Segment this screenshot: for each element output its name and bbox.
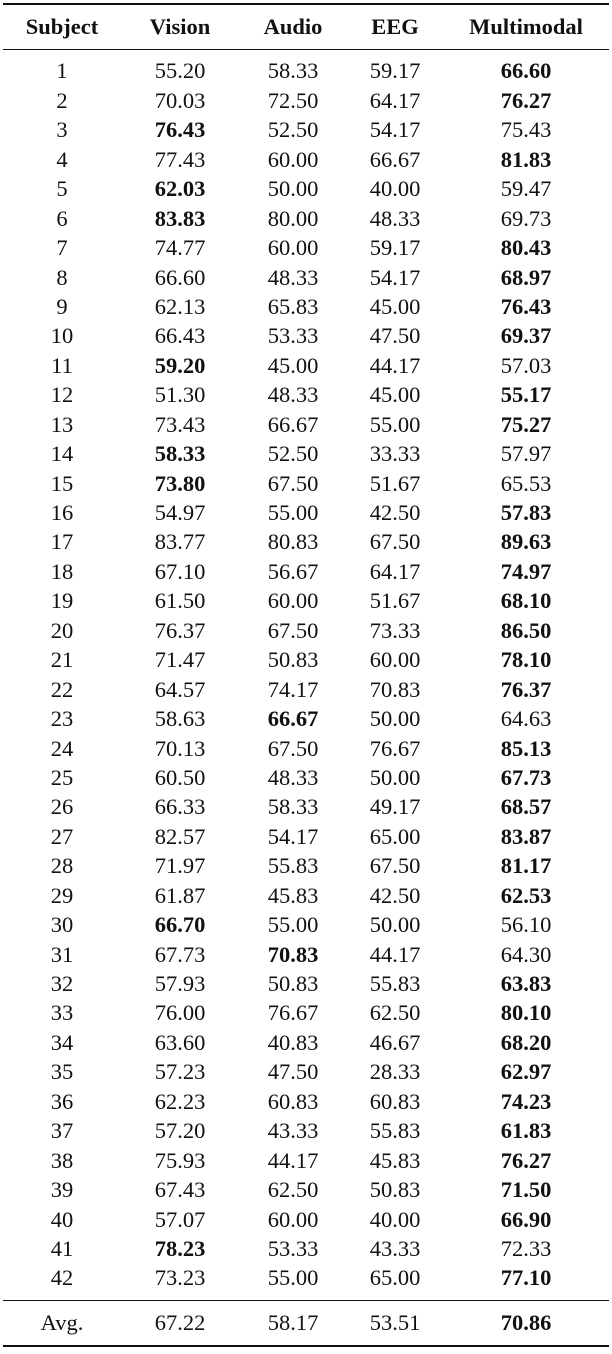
cell-subject: 11 <box>51 352 73 378</box>
cell-audio: 60.00 <box>267 588 319 614</box>
cell-audio: 62.50 <box>267 1177 319 1203</box>
header-audio: Audio <box>263 13 323 39</box>
cell-subject: 19 <box>50 588 74 614</box>
table-row <box>3 1176 609 1205</box>
cell-multimodal: 85.13 <box>500 735 552 761</box>
cell-eeg: 33.33 <box>369 441 421 467</box>
cell-eeg: 50.00 <box>369 764 421 790</box>
cell-multimodal: 71.50 <box>500 1177 552 1203</box>
cell-subject: 8 <box>56 264 68 290</box>
cell-multimodal: 80.43 <box>500 235 552 261</box>
cell-subject: 10 <box>50 323 74 349</box>
cell-eeg: 54.17 <box>369 264 421 290</box>
cell-eeg: 51.67 <box>369 470 421 496</box>
cell-subject: 20 <box>50 617 74 643</box>
cell-subject: 7 <box>56 235 68 261</box>
cell-subject: 5 <box>56 176 68 202</box>
cell-multimodal: 57.83 <box>500 500 552 526</box>
cell-eeg: 45.83 <box>369 1147 421 1173</box>
cell-multimodal: 56.10 <box>500 912 552 938</box>
cell-eeg: 59.17 <box>369 235 421 261</box>
table-row <box>3 646 609 675</box>
table-row <box>3 440 609 469</box>
cell-subject: 23 <box>50 706 74 732</box>
cell-vision: 61.87 <box>154 882 206 908</box>
average-row <box>3 1301 609 1345</box>
cell-vision: 76.37 <box>154 617 206 643</box>
cell-multimodal: 76.37 <box>500 676 552 702</box>
cell-subject: 27 <box>50 823 74 849</box>
table-row <box>3 499 609 528</box>
header-multimodal: Multimodal <box>469 13 583 39</box>
cell-eeg: 66.67 <box>369 146 421 172</box>
results-table <box>3 3 609 1347</box>
cell-eeg: 42.50 <box>369 500 421 526</box>
table-row <box>3 911 609 940</box>
cell-multimodal: 80.10 <box>500 1000 552 1026</box>
cell-eeg: 64.17 <box>369 87 421 113</box>
cell-audio: 50.00 <box>267 176 319 202</box>
cell-subject: 3 <box>56 117 68 143</box>
cell-eeg: 64.17 <box>369 558 421 584</box>
table-row <box>3 734 609 763</box>
table-row <box>3 1028 609 1057</box>
cell-multimodal: 89.63 <box>500 529 552 555</box>
table-body <box>3 50 609 1300</box>
cell-subject: 41 <box>50 1235 74 1261</box>
cell-audio: 55.00 <box>267 1265 319 1291</box>
cell-eeg: 45.00 <box>369 382 421 408</box>
cell-vision: 75.93 <box>154 1147 206 1173</box>
cell-multimodal: 81.83 <box>500 146 552 172</box>
cell-subject: 17 <box>50 529 74 555</box>
cell-eeg: 50.83 <box>369 1177 421 1203</box>
table-row <box>3 116 609 145</box>
cell-subject: 31 <box>50 941 74 967</box>
cell-audio: 50.83 <box>267 647 319 673</box>
cell-audio: 55.00 <box>267 912 319 938</box>
cell-eeg: 62.50 <box>369 1000 421 1026</box>
cell-subject: 24 <box>50 735 74 761</box>
cell-subject: 13 <box>50 411 74 437</box>
cell-multimodal: 65.53 <box>500 470 552 496</box>
cell-audio: 45.83 <box>267 882 319 908</box>
cell-audio: 80.83 <box>267 529 319 555</box>
cell-vision: 73.23 <box>154 1265 206 1291</box>
cell-vision: 61.50 <box>154 588 206 614</box>
cell-vision: 55.20 <box>154 58 206 84</box>
cell-multimodal: 69.37 <box>500 323 552 349</box>
table-row <box>3 822 609 851</box>
table-row <box>3 557 609 586</box>
cell-eeg: 46.67 <box>369 1029 421 1055</box>
cell-vision: 78.23 <box>154 1235 206 1261</box>
cell-audio: 67.50 <box>267 617 319 643</box>
cell-audio: 50.83 <box>267 971 319 997</box>
cell-multimodal: 68.20 <box>500 1029 552 1055</box>
cell-vision: 70.13 <box>154 735 206 761</box>
cell-subject: 6 <box>56 205 68 231</box>
cell-subject: 32 <box>50 971 74 997</box>
cell-subject: 29 <box>50 882 74 908</box>
cell-multimodal: 76.27 <box>500 1147 552 1173</box>
cell-vision: 83.77 <box>154 529 206 555</box>
cell-eeg: 42.50 <box>369 882 421 908</box>
cell-audio: 65.83 <box>267 293 319 319</box>
cell-subject: 9 <box>56 293 68 319</box>
cell-audio: 58.33 <box>267 58 319 84</box>
cell-vision: 66.70 <box>154 912 206 938</box>
cell-eeg: 47.50 <box>369 323 421 349</box>
cell-vision: 70.03 <box>154 87 206 113</box>
cell-subject: 12 <box>50 382 74 408</box>
cell-subject: 15 <box>50 470 74 496</box>
table-row <box>3 852 609 881</box>
cell-subject: 16 <box>50 500 74 526</box>
cell-multimodal: 69.73 <box>500 205 552 231</box>
cell-subject: 28 <box>50 853 74 879</box>
cell-multimodal: 62.97 <box>500 1059 552 1085</box>
table-row <box>3 675 609 704</box>
cell-multimodal: 86.50 <box>500 617 552 643</box>
cell-eeg: 48.33 <box>369 205 421 231</box>
cell-audio: 48.33 <box>267 382 319 408</box>
cell-multimodal: 72.33 <box>500 1235 552 1261</box>
cell-vision: 71.47 <box>154 647 206 673</box>
cell-audio: 47.50 <box>267 1059 319 1085</box>
cell-subject: 22 <box>50 676 74 702</box>
cell-vision: 57.07 <box>154 1206 206 1232</box>
cell-audio: 54.17 <box>267 823 319 849</box>
cell-eeg: 44.17 <box>369 352 421 378</box>
cell-eeg: 49.17 <box>369 794 421 820</box>
cell-multimodal: 62.53 <box>500 882 552 908</box>
cell-audio: 67.50 <box>267 470 319 496</box>
table-row <box>3 234 609 263</box>
average-audio: 58.17 <box>267 1310 319 1336</box>
cell-multimodal: 66.90 <box>500 1206 552 1232</box>
cell-eeg: 65.00 <box>369 823 421 849</box>
cell-vision: 67.73 <box>154 941 206 967</box>
cell-audio: 66.67 <box>267 706 319 732</box>
table-row <box>3 970 609 999</box>
table-row <box>3 793 609 822</box>
cell-vision: 66.60 <box>154 264 206 290</box>
table-row <box>3 1235 609 1264</box>
cell-eeg: 76.67 <box>369 735 421 761</box>
cell-vision: 54.97 <box>154 500 206 526</box>
cell-audio: 60.83 <box>267 1088 319 1114</box>
cell-eeg: 28.33 <box>369 1059 421 1085</box>
cell-eeg: 73.33 <box>369 617 421 643</box>
cell-audio: 80.00 <box>267 205 319 231</box>
cell-multimodal: 76.43 <box>500 293 552 319</box>
cell-vision: 58.63 <box>154 706 206 732</box>
cell-multimodal: 76.27 <box>500 87 552 113</box>
cell-audio: 52.50 <box>267 117 319 143</box>
cell-eeg: 50.00 <box>369 912 421 938</box>
cell-audio: 40.83 <box>267 1029 319 1055</box>
cell-eeg: 54.17 <box>369 117 421 143</box>
cell-subject: 40 <box>50 1206 74 1232</box>
cell-audio: 74.17 <box>267 676 319 702</box>
cell-audio: 55.00 <box>267 500 319 526</box>
cell-vision: 77.43 <box>154 146 206 172</box>
table-row <box>3 204 609 233</box>
table-row <box>3 1117 609 1146</box>
cell-eeg: 55.83 <box>369 971 421 997</box>
cell-multimodal: 64.30 <box>500 941 552 967</box>
cell-vision: 82.57 <box>154 823 206 849</box>
cell-subject: 26 <box>50 794 74 820</box>
cell-vision: 63.60 <box>154 1029 206 1055</box>
cell-multimodal: 74.23 <box>500 1088 552 1114</box>
table-row <box>3 57 609 86</box>
cell-subject: 21 <box>50 647 74 673</box>
cell-subject: 38 <box>50 1147 74 1173</box>
cell-audio: 58.33 <box>267 794 319 820</box>
table-row <box>3 881 609 910</box>
table-row <box>3 940 609 969</box>
cell-vision: 83.83 <box>154 205 206 231</box>
table-row <box>3 999 609 1028</box>
average-vision: 67.22 <box>154 1310 206 1336</box>
cell-subject: 39 <box>50 1177 74 1203</box>
cell-eeg: 70.83 <box>369 676 421 702</box>
cell-vision: 73.80 <box>154 470 206 496</box>
cell-eeg: 60.83 <box>369 1088 421 1114</box>
average-multimodal: 70.86 <box>500 1310 552 1336</box>
table-row <box>3 705 609 734</box>
table-row <box>3 1087 609 1116</box>
cell-audio: 55.83 <box>267 853 319 879</box>
cell-subject: 25 <box>50 764 74 790</box>
cell-vision: 66.43 <box>154 323 206 349</box>
cell-vision: 62.23 <box>154 1088 206 1114</box>
cell-subject: 33 <box>50 1000 74 1026</box>
cell-subject: 30 <box>50 912 74 938</box>
cell-audio: 48.33 <box>267 264 319 290</box>
cell-subject: 42 <box>50 1265 74 1291</box>
cell-multimodal: 75.43 <box>500 117 552 143</box>
cell-eeg: 67.50 <box>369 529 421 555</box>
table-row <box>3 528 609 557</box>
cell-audio: 70.83 <box>267 941 319 967</box>
cell-subject: 37 <box>50 1118 74 1144</box>
header-eeg: EEG <box>371 13 419 39</box>
cell-multimodal: 75.27 <box>500 411 552 437</box>
cell-vision: 71.97 <box>154 853 206 879</box>
cell-subject: 18 <box>50 558 74 584</box>
cell-eeg: 50.00 <box>369 706 421 732</box>
cell-audio: 67.50 <box>267 735 319 761</box>
cell-multimodal: 83.87 <box>500 823 552 849</box>
cell-audio: 44.17 <box>267 1147 319 1173</box>
cell-vision: 74.77 <box>154 235 206 261</box>
cell-audio: 48.33 <box>267 764 319 790</box>
table-row <box>3 616 609 645</box>
cell-vision: 58.33 <box>154 441 206 467</box>
table-row <box>3 410 609 439</box>
cell-multimodal: 59.47 <box>500 176 552 202</box>
cell-eeg: 55.83 <box>369 1118 421 1144</box>
cell-eeg: 60.00 <box>369 647 421 673</box>
cell-subject: 35 <box>50 1059 74 1085</box>
cell-audio: 60.00 <box>267 146 319 172</box>
cell-multimodal: 78.10 <box>500 647 552 673</box>
cell-multimodal: 68.57 <box>500 794 552 820</box>
cell-vision: 60.50 <box>154 764 206 790</box>
cell-eeg: 51.67 <box>369 588 421 614</box>
cell-vision: 76.00 <box>154 1000 206 1026</box>
cell-vision: 62.13 <box>154 293 206 319</box>
cell-eeg: 43.33 <box>369 1235 421 1261</box>
average-eeg: 53.51 <box>369 1310 421 1336</box>
cell-multimodal: 68.10 <box>500 588 552 614</box>
cell-audio: 53.33 <box>267 1235 319 1261</box>
cell-vision: 57.93 <box>154 971 206 997</box>
cell-vision: 76.43 <box>154 117 206 143</box>
cell-audio: 72.50 <box>267 87 319 113</box>
table-row <box>3 764 609 793</box>
table-bottom-rule <box>3 1345 609 1347</box>
cell-vision: 64.57 <box>154 676 206 702</box>
table-row <box>3 351 609 380</box>
cell-vision: 62.03 <box>154 176 206 202</box>
table-row <box>3 1205 609 1234</box>
cell-subject: 2 <box>56 87 68 113</box>
cell-audio: 43.33 <box>267 1118 319 1144</box>
cell-audio: 60.00 <box>267 235 319 261</box>
cell-eeg: 40.00 <box>369 176 421 202</box>
table-row <box>3 1264 609 1293</box>
cell-multimodal: 57.97 <box>500 441 552 467</box>
cell-vision: 59.20 <box>154 352 206 378</box>
cell-audio: 56.67 <box>267 558 319 584</box>
cell-eeg: 44.17 <box>369 941 421 967</box>
cell-eeg: 40.00 <box>369 1206 421 1232</box>
cell-audio: 45.00 <box>267 352 319 378</box>
table-row <box>3 469 609 498</box>
table-row <box>3 175 609 204</box>
cell-eeg: 45.00 <box>369 293 421 319</box>
cell-audio: 60.00 <box>267 1206 319 1232</box>
cell-audio: 66.67 <box>267 411 319 437</box>
cell-multimodal: 77.10 <box>500 1265 552 1291</box>
table-row <box>3 263 609 292</box>
cell-audio: 53.33 <box>267 323 319 349</box>
table-row <box>3 293 609 322</box>
cell-multimodal: 68.97 <box>500 264 552 290</box>
cell-subject: 4 <box>56 146 68 172</box>
table-row <box>3 381 609 410</box>
cell-vision: 67.43 <box>154 1177 206 1203</box>
cell-multimodal: 64.63 <box>500 706 552 732</box>
cell-multimodal: 74.97 <box>500 558 552 584</box>
cell-eeg: 67.50 <box>369 853 421 879</box>
table-row <box>3 1146 609 1175</box>
header-subject: Subject <box>25 13 99 39</box>
cell-subject: 14 <box>50 441 74 467</box>
cell-vision: 57.23 <box>154 1059 206 1085</box>
cell-eeg: 59.17 <box>369 58 421 84</box>
cell-eeg: 65.00 <box>369 1265 421 1291</box>
cell-subject: 36 <box>50 1088 74 1114</box>
table-row <box>3 587 609 616</box>
cell-vision: 51.30 <box>154 382 206 408</box>
cell-vision: 73.43 <box>154 411 206 437</box>
cell-multimodal: 66.60 <box>500 58 552 84</box>
cell-vision: 67.10 <box>154 558 206 584</box>
cell-multimodal: 57.03 <box>500 352 552 378</box>
table-row <box>3 86 609 115</box>
cell-subject: 1 <box>56 58 68 84</box>
cell-multimodal: 81.17 <box>500 853 552 879</box>
cell-audio: 76.67 <box>267 1000 319 1026</box>
table-row <box>3 322 609 351</box>
cell-multimodal: 67.73 <box>500 764 552 790</box>
cell-vision: 57.20 <box>154 1118 206 1144</box>
cell-audio: 52.50 <box>267 441 319 467</box>
table-header-row <box>3 5 609 49</box>
table-row <box>3 145 609 174</box>
cell-subject: 34 <box>50 1029 74 1055</box>
cell-multimodal: 55.17 <box>500 382 552 408</box>
cell-multimodal: 61.83 <box>500 1118 552 1144</box>
average-label: Avg. <box>40 1310 84 1336</box>
cell-vision: 66.33 <box>154 794 206 820</box>
header-vision: Vision <box>149 13 211 39</box>
table-row <box>3 1058 609 1087</box>
cell-multimodal: 63.83 <box>500 971 552 997</box>
cell-eeg: 55.00 <box>369 411 421 437</box>
